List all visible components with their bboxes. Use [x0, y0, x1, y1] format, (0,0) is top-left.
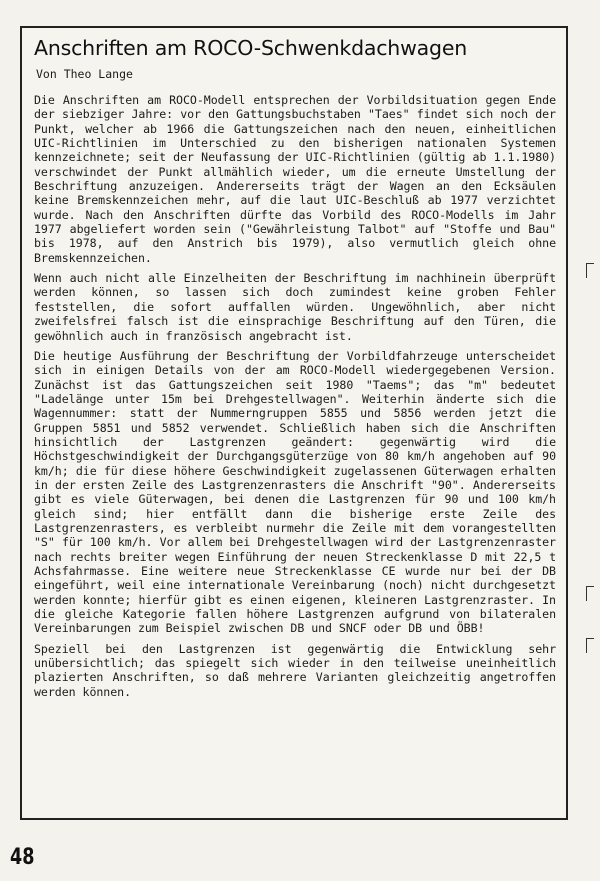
paragraph-3: Die heutige Ausführung der Beschriftung der Vorbildfahrzeuge unterscheidet sich in einigen Details von der am ROCO-Modell wiedergegebenen Version. Zunächst ist das Gattungszeichen seit 1980 "Taems"; das "m" bedeutet "Ladelänge unter 15m bei Drehgestellwagen". Weiterhin änderte sich die Wagennummer: statt der Nummerngruppen 5855 und 5856 werden jetzt die Gruppen 5851 und 5852 verwendet. Schließlich haben sich die Anschriften hinsichtlich der Lastgrenzen geändert: gegenwärtig wird die Höchstgeschwindigkeit der Durchgangsgüterzüge von 80 km/h angehoben auf 90 km/h; die für diese höhere Geschwindigkeit zugelassenen Güterwagen erhalten in der ersten Zeile des Lastgrenzenrasters die Anschrift "90". Andererseits gibt es viele Güterwagen, bei denen die Lastgrenzen für 90 und 100 km/h gleich sind; hier entfällt dann die bisherige erste Zeile des Lastgrenzenrasters, es verbleibt nurmehr die Zeile mit dem vorangestellten "S" für 100 km/h. Vor allem bei Drehgestellwagen wird der Lastgrenzenraster nach rechts breiter wegen Einführung der neuen Streckenklasse D mit 22,5 t Achsfahrmasse. Eine weitere neue Streckenklasse CE wurde nur bei der DB eingeführt, weil eine internationale Vereinbarung (noch) nicht durchgesetzt werden konnte; hierfür gibt es einen eigenen, kleineren Lastgrenzraster. In die gleiche Kategorie fallen höhere Lastgrenzen aufgrund von bilateralen Vereinbarungen zum Beispiel zwischen DB und SNCF oder DB und ÖBB! — [34, 348, 556, 636]
article-frame — [20, 26, 568, 820]
article-author: Von Theo Lange — [36, 67, 133, 81]
margin-mark — [586, 638, 594, 653]
article-title: Anschriften am ROCO-Schwenkdachwagen — [34, 36, 468, 60]
margin-mark — [586, 586, 594, 601]
paragraph-1: Die Anschriften am ROCO-Modell entsprechen der Vorbildsituation gegen Ende der siebziger Jahre: vor den Gattungsbuchstaben "Taes" findet sich noch der Punkt, welcher ab 1966 die Gattungszeichen nach den neuen, einheitlichen UIC-Richtlinien im Unterschied zu den bisherigen nationalen Systemen kennzeichnete; seit der Neufassung der UIC-Richtlinien (gültig ab 1.1.1980) verschwindet der Punkt allmählich wieder, um die erneute Umstellung der Beschriftung anzuzeigen. Andererseits trägt der Wagen an den Ecksäulen keine Bremskennzeichen mehr, auf die laut UIC-Beschluß ab 1977 verzichtet wurde. Nach den Anschriften dürfte das Vorbild des ROCO-Modells im Jahr 1977 abgeliefert worden sein ("Gewährleistung Talbot" auf "Stoffe und Bau" bis 1978, auf den Anstrich bis 1979), also vermutlich gleich ohne Bremskennzeichen. — [34, 93, 556, 265]
paragraph-2: Wenn auch nicht alle Einzelheiten der Beschriftung im nachhinein überprüft werden können, so lassen sich doch zumindest keine groben Fehler feststellen, die sofort auffallen würden. Ungewöhnlich, aber nicht zweifelsfrei falsch ist die einsprachige Beschriftung auf den Türen, die gewöhnlich auch in französisch angebracht ist. — [34, 271, 556, 343]
page-number: 48 — [10, 845, 35, 870]
paragraph-4: Speziell bei den Lastgrenzen ist gegenwärtig die Entwicklung sehr unübersichtlich; das spiegelt sich wieder in den teilweise uneinheitlich plazierten Anschriften, so daß mehrere Varianten gleichzeitig angetroffen werden können. — [34, 641, 556, 699]
margin-mark — [586, 263, 594, 278]
